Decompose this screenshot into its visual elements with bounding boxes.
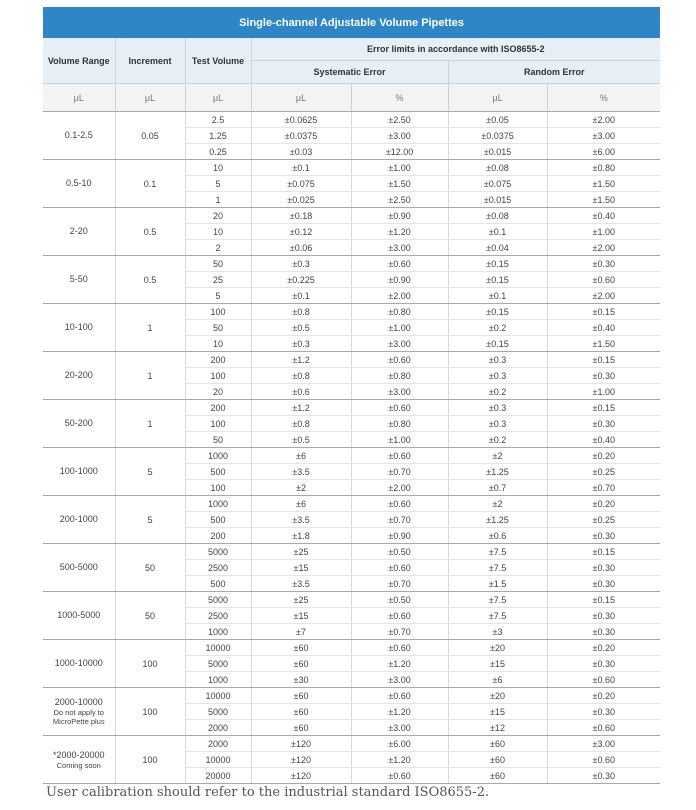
random-error-pct-cell: ±0.40 bbox=[547, 320, 660, 336]
systematic-error-ul-cell: ±0.1 bbox=[251, 288, 351, 304]
volume-range-label: 100-1000 bbox=[59, 466, 98, 476]
table-row bbox=[43, 688, 660, 704]
random-error-pct-cell: ±0.40 bbox=[547, 208, 660, 224]
systematic-error-pct-cell: ±0.60 bbox=[351, 496, 448, 512]
systematic-error-pct-cell: ±0.70 bbox=[351, 464, 448, 480]
random-error-pct-cell: ±0.20 bbox=[547, 448, 660, 464]
test-volume-cell: 50 bbox=[185, 432, 251, 448]
systematic-error-pct-cell: ±0.90 bbox=[351, 528, 448, 544]
systematic-error-pct-cell: ±0.60 bbox=[351, 448, 448, 464]
random-error-pct-cell: ±0.30 bbox=[547, 368, 660, 384]
random-error-ul-cell: ±0.15 bbox=[448, 304, 547, 320]
systematic-error-ul-cell: ±0.3 bbox=[251, 336, 351, 352]
volume-range-cell bbox=[43, 160, 115, 208]
random-error-pct-cell: ±0.60 bbox=[547, 272, 660, 288]
increment-cell: 5 bbox=[115, 448, 185, 496]
test-volume-cell: 0.25 bbox=[185, 144, 251, 160]
systematic-error-ul-cell: ±120 bbox=[251, 752, 351, 768]
random-error-ul-cell: ±0.0375 bbox=[448, 128, 547, 144]
unit-cell: μL bbox=[115, 84, 185, 112]
test-volume-cell: 2.5 bbox=[185, 112, 251, 128]
systematic-error-ul-cell: ±30 bbox=[251, 672, 351, 688]
systematic-error-pct-cell: ±3.00 bbox=[351, 384, 448, 400]
random-error-ul-cell: ±7.5 bbox=[448, 544, 547, 560]
random-error-ul-cell: ±0.3 bbox=[448, 400, 547, 416]
header-increment: Increment bbox=[115, 38, 185, 84]
random-error-pct-cell: ±0.20 bbox=[547, 688, 660, 704]
systematic-error-pct-cell: ±0.80 bbox=[351, 304, 448, 320]
increment-cell: 1 bbox=[115, 400, 185, 448]
random-error-pct-cell: ±3.00 bbox=[547, 128, 660, 144]
header-error-limits: Error limits in accordance with ISO8655-2 bbox=[251, 38, 660, 61]
random-error-pct-cell: ±0.30 bbox=[547, 256, 660, 272]
systematic-error-ul-cell: ±0.03 bbox=[251, 144, 351, 160]
test-volume-cell: 100 bbox=[185, 416, 251, 432]
test-volume-cell: 10 bbox=[185, 160, 251, 176]
systematic-error-ul-cell: ±60 bbox=[251, 704, 351, 720]
systematic-error-ul-cell: ±60 bbox=[251, 640, 351, 656]
systematic-error-ul-cell: ±0.225 bbox=[251, 272, 351, 288]
random-error-pct-cell: ±1.00 bbox=[547, 224, 660, 240]
systematic-error-pct-cell: ±0.60 bbox=[351, 768, 448, 784]
random-error-pct-cell: ±0.70 bbox=[547, 480, 660, 496]
test-volume-cell: 5000 bbox=[185, 704, 251, 720]
volume-range-cell bbox=[43, 592, 115, 640]
table-row bbox=[43, 304, 660, 320]
random-error-ul-cell: ±0.15 bbox=[448, 272, 547, 288]
systematic-error-ul-cell: ±1.2 bbox=[251, 400, 351, 416]
table-row bbox=[43, 448, 660, 464]
random-error-ul-cell: ±0.3 bbox=[448, 352, 547, 368]
table-title: Single-channel Adjustable Volume Pipettes bbox=[43, 7, 660, 38]
random-error-pct-cell: ±0.15 bbox=[547, 304, 660, 320]
test-volume-cell: 500 bbox=[185, 512, 251, 528]
test-volume-cell: 50 bbox=[185, 320, 251, 336]
random-error-ul-cell: ±0.2 bbox=[448, 320, 547, 336]
random-error-pct-cell: ±1.50 bbox=[547, 336, 660, 352]
increment-cell: 0.05 bbox=[115, 112, 185, 160]
test-volume-cell: 1.25 bbox=[185, 128, 251, 144]
systematic-error-pct-cell: ±1.20 bbox=[351, 752, 448, 768]
systematic-error-ul-cell: ±0.12 bbox=[251, 224, 351, 240]
systematic-error-ul-cell: ±1.2 bbox=[251, 352, 351, 368]
footer-note: User calibration should refer to the industrial standard ISO8655-2. bbox=[46, 785, 490, 800]
random-error-ul-cell: ±0.15 bbox=[448, 336, 547, 352]
test-volume-cell: 5000 bbox=[185, 656, 251, 672]
volume-range-label: 10-100 bbox=[64, 322, 93, 332]
random-error-pct-cell: ±0.15 bbox=[547, 400, 660, 416]
systematic-error-pct-cell: ±0.60 bbox=[351, 560, 448, 576]
unit-cell: % bbox=[351, 84, 448, 112]
volume-range-cell bbox=[43, 736, 115, 784]
unit-cell: μL bbox=[448, 84, 547, 112]
test-volume-cell: 25 bbox=[185, 272, 251, 288]
test-volume-cell: 5 bbox=[185, 176, 251, 192]
volume-range-note: Do not apply to MicroPette plus bbox=[52, 708, 105, 726]
random-error-pct-cell: ±3.00 bbox=[547, 736, 660, 752]
test-volume-cell: 100 bbox=[185, 304, 251, 320]
systematic-error-pct-cell: ±0.60 bbox=[351, 640, 448, 656]
table-row bbox=[43, 496, 660, 512]
systematic-error-pct-cell: ±1.00 bbox=[351, 320, 448, 336]
random-error-pct-cell: ±6.00 bbox=[547, 144, 660, 160]
table-row bbox=[43, 208, 660, 224]
systematic-error-ul-cell: ±6 bbox=[251, 496, 351, 512]
systematic-error-ul-cell: ±0.8 bbox=[251, 368, 351, 384]
systematic-error-ul-cell: ±0.025 bbox=[251, 192, 351, 208]
systematic-error-ul-cell: ±60 bbox=[251, 720, 351, 736]
test-volume-cell: 10000 bbox=[185, 640, 251, 656]
test-volume-cell: 2000 bbox=[185, 720, 251, 736]
systematic-error-pct-cell: ±1.20 bbox=[351, 656, 448, 672]
volume-range-cell bbox=[43, 544, 115, 592]
test-volume-cell: 1000 bbox=[185, 672, 251, 688]
random-error-pct-cell: ±0.60 bbox=[547, 720, 660, 736]
random-error-pct-cell: ±0.80 bbox=[547, 160, 660, 176]
increment-cell: 100 bbox=[115, 640, 185, 688]
systematic-error-ul-cell: ±0.5 bbox=[251, 320, 351, 336]
systematic-error-ul-cell: ±1.8 bbox=[251, 528, 351, 544]
systematic-error-pct-cell: ±1.20 bbox=[351, 704, 448, 720]
random-error-ul-cell: ±0.08 bbox=[448, 208, 547, 224]
random-error-pct-cell: ±1.50 bbox=[547, 176, 660, 192]
random-error-pct-cell: ±0.25 bbox=[547, 464, 660, 480]
systematic-error-ul-cell: ±15 bbox=[251, 608, 351, 624]
random-error-ul-cell: ±1.25 bbox=[448, 512, 547, 528]
increment-cell: 100 bbox=[115, 736, 185, 784]
systematic-error-ul-cell: ±3.5 bbox=[251, 512, 351, 528]
random-error-pct-cell: ±0.60 bbox=[547, 672, 660, 688]
random-error-ul-cell: ±1.5 bbox=[448, 576, 547, 592]
test-volume-cell: 200 bbox=[185, 400, 251, 416]
systematic-error-ul-cell: ±0.0375 bbox=[251, 128, 351, 144]
random-error-ul-cell: ±2 bbox=[448, 448, 547, 464]
systematic-error-ul-cell: ±60 bbox=[251, 656, 351, 672]
random-error-ul-cell: ±0.6 bbox=[448, 528, 547, 544]
random-error-ul-cell: ±20 bbox=[448, 640, 547, 656]
systematic-error-pct-cell: ±0.90 bbox=[351, 208, 448, 224]
test-volume-cell: 1000 bbox=[185, 448, 251, 464]
volume-range-label: 20-200 bbox=[64, 370, 93, 380]
systematic-error-pct-cell: ±2.00 bbox=[351, 480, 448, 496]
systematic-error-ul-cell: ±0.6 bbox=[251, 384, 351, 400]
systematic-error-ul-cell: ±120 bbox=[251, 736, 351, 752]
table-row bbox=[43, 736, 660, 752]
unit-cell: μL bbox=[251, 84, 351, 112]
random-error-ul-cell: ±7.5 bbox=[448, 560, 547, 576]
systematic-error-pct-cell: ±1.50 bbox=[351, 176, 448, 192]
table-row bbox=[43, 256, 660, 272]
volume-range-cell bbox=[43, 352, 115, 400]
volume-range-cell bbox=[43, 112, 115, 160]
systematic-error-ul-cell: ±2 bbox=[251, 480, 351, 496]
systematic-error-ul-cell: ±0.1 bbox=[251, 160, 351, 176]
volume-range-cell bbox=[43, 448, 115, 496]
volume-range-label: 5-50 bbox=[69, 274, 88, 284]
test-volume-cell: 2000 bbox=[185, 736, 251, 752]
random-error-pct-cell: ±2.00 bbox=[547, 288, 660, 304]
random-error-pct-cell: ±0.30 bbox=[547, 768, 660, 784]
systematic-error-ul-cell: ±0.3 bbox=[251, 256, 351, 272]
random-error-ul-cell: ±3 bbox=[448, 624, 547, 640]
random-error-ul-cell: ±6 bbox=[448, 672, 547, 688]
volume-range-label: 50-200 bbox=[64, 418, 93, 428]
test-volume-cell: 10 bbox=[185, 224, 251, 240]
test-volume-cell: 50 bbox=[185, 256, 251, 272]
random-error-ul-cell: ±60 bbox=[448, 736, 547, 752]
increment-cell: 100 bbox=[115, 688, 185, 736]
increment-cell: 0.5 bbox=[115, 208, 185, 256]
increment-cell: 50 bbox=[115, 592, 185, 640]
random-error-pct-cell: ±2.00 bbox=[547, 112, 660, 128]
random-error-ul-cell: ±0.7 bbox=[448, 480, 547, 496]
systematic-error-pct-cell: ±2.00 bbox=[351, 288, 448, 304]
table-row bbox=[43, 400, 660, 416]
table-row bbox=[43, 112, 660, 128]
header-volume-range: Volume Range bbox=[43, 38, 115, 84]
volume-range-cell bbox=[43, 400, 115, 448]
systematic-error-pct-cell: ±0.60 bbox=[351, 608, 448, 624]
random-error-pct-cell: ±0.15 bbox=[547, 592, 660, 608]
increment-cell: 1 bbox=[115, 304, 185, 352]
random-error-ul-cell: ±15 bbox=[448, 656, 547, 672]
systematic-error-ul-cell: ±25 bbox=[251, 544, 351, 560]
systematic-error-ul-cell: ±60 bbox=[251, 688, 351, 704]
systematic-error-pct-cell: ±1.20 bbox=[351, 224, 448, 240]
test-volume-cell: 10 bbox=[185, 336, 251, 352]
random-error-ul-cell: ±0.05 bbox=[448, 112, 547, 128]
volume-range-cell bbox=[43, 640, 115, 688]
systematic-error-pct-cell: ±3.00 bbox=[351, 672, 448, 688]
systematic-error-pct-cell: ±0.50 bbox=[351, 592, 448, 608]
increment-cell: 0.1 bbox=[115, 160, 185, 208]
systematic-error-pct-cell: ±1.00 bbox=[351, 160, 448, 176]
header-test-volume: Test Volume bbox=[185, 38, 251, 84]
random-error-pct-cell: ±0.15 bbox=[547, 544, 660, 560]
systematic-error-ul-cell: ±7 bbox=[251, 624, 351, 640]
volume-range-cell bbox=[43, 256, 115, 304]
systematic-error-pct-cell: ±0.80 bbox=[351, 368, 448, 384]
test-volume-cell: 2500 bbox=[185, 560, 251, 576]
systematic-error-pct-cell: ±2.50 bbox=[351, 192, 448, 208]
test-volume-cell: 2 bbox=[185, 240, 251, 256]
volume-range-cell bbox=[43, 208, 115, 256]
systematic-error-ul-cell: ±120 bbox=[251, 768, 351, 784]
random-error-ul-cell: ±0.15 bbox=[448, 256, 547, 272]
random-error-pct-cell: ±0.40 bbox=[547, 432, 660, 448]
random-error-pct-cell: ±0.30 bbox=[547, 576, 660, 592]
test-volume-cell: 5 bbox=[185, 288, 251, 304]
random-error-pct-cell: ±0.30 bbox=[547, 416, 660, 432]
test-volume-cell: 200 bbox=[185, 352, 251, 368]
test-volume-cell: 100 bbox=[185, 368, 251, 384]
volume-range-label: 500-5000 bbox=[59, 562, 98, 572]
increment-cell: 5 bbox=[115, 496, 185, 544]
random-error-ul-cell: ±0.015 bbox=[448, 192, 547, 208]
random-error-pct-cell: ±0.30 bbox=[547, 656, 660, 672]
random-error-ul-cell: ±0.3 bbox=[448, 416, 547, 432]
header-systematic-error: Systematic Error bbox=[251, 61, 448, 84]
unit-cell: % bbox=[547, 84, 660, 112]
increment-cell: 0.5 bbox=[115, 256, 185, 304]
pipette-spec-table bbox=[43, 7, 660, 784]
systematic-error-pct-cell: ±12.00 bbox=[351, 144, 448, 160]
systematic-error-pct-cell: ±0.80 bbox=[351, 416, 448, 432]
test-volume-cell: 100 bbox=[185, 480, 251, 496]
random-error-ul-cell: ±60 bbox=[448, 768, 547, 784]
random-error-ul-cell: ±0.04 bbox=[448, 240, 547, 256]
increment-cell: 1 bbox=[115, 352, 185, 400]
random-error-ul-cell: ±0.2 bbox=[448, 384, 547, 400]
unit-cell: μL bbox=[185, 84, 251, 112]
test-volume-cell: 2500 bbox=[185, 608, 251, 624]
test-volume-cell: 1000 bbox=[185, 624, 251, 640]
random-error-ul-cell: ±2 bbox=[448, 496, 547, 512]
table-row bbox=[43, 592, 660, 608]
table-body bbox=[43, 112, 660, 784]
volume-range-label: *2000-20000 bbox=[52, 749, 105, 760]
random-error-ul-cell: ±7.5 bbox=[448, 608, 547, 624]
random-error-ul-cell: ±0.075 bbox=[448, 176, 547, 192]
volume-range-label: 200-1000 bbox=[59, 514, 98, 524]
test-volume-cell: 20000 bbox=[185, 768, 251, 784]
random-error-ul-cell: ±0.1 bbox=[448, 224, 547, 240]
systematic-error-pct-cell: ±0.70 bbox=[351, 624, 448, 640]
random-error-pct-cell: ±0.20 bbox=[547, 496, 660, 512]
random-error-ul-cell: ±0.2 bbox=[448, 432, 547, 448]
volume-range-label: 2-20 bbox=[69, 226, 88, 236]
systematic-error-ul-cell: ±15 bbox=[251, 560, 351, 576]
table-row bbox=[43, 544, 660, 560]
table-row bbox=[43, 352, 660, 368]
volume-range-note: Coming soon bbox=[56, 760, 101, 770]
increment-cell: 50 bbox=[115, 544, 185, 592]
random-error-pct-cell: ±1.00 bbox=[547, 384, 660, 400]
test-volume-cell: 500 bbox=[185, 576, 251, 592]
random-error-ul-cell: ±60 bbox=[448, 752, 547, 768]
random-error-ul-cell: ±12 bbox=[448, 720, 547, 736]
random-error-ul-cell: ±0.08 bbox=[448, 160, 547, 176]
systematic-error-pct-cell: ±3.00 bbox=[351, 240, 448, 256]
volume-range-label: 1000-5000 bbox=[57, 610, 101, 620]
table-row bbox=[43, 640, 660, 656]
random-error-pct-cell: ±0.30 bbox=[547, 704, 660, 720]
random-error-ul-cell: ±0.3 bbox=[448, 368, 547, 384]
random-error-pct-cell: ±0.30 bbox=[547, 624, 660, 640]
volume-range-cell bbox=[43, 496, 115, 544]
random-error-pct-cell: ±0.25 bbox=[547, 512, 660, 528]
systematic-error-pct-cell: ±0.60 bbox=[351, 256, 448, 272]
unit-row bbox=[43, 84, 660, 112]
test-volume-cell: 5000 bbox=[185, 544, 251, 560]
volume-range-cell bbox=[43, 304, 115, 352]
systematic-error-ul-cell: ±6 bbox=[251, 448, 351, 464]
test-volume-cell: 10000 bbox=[185, 752, 251, 768]
systematic-error-ul-cell: ±0.5 bbox=[251, 432, 351, 448]
systematic-error-pct-cell: ±6.00 bbox=[351, 736, 448, 752]
systematic-error-pct-cell: ±3.00 bbox=[351, 720, 448, 736]
systematic-error-ul-cell: ±0.8 bbox=[251, 304, 351, 320]
random-error-ul-cell: ±15 bbox=[448, 704, 547, 720]
random-error-pct-cell: ±0.15 bbox=[547, 352, 660, 368]
test-volume-cell: 1 bbox=[185, 192, 251, 208]
random-error-pct-cell: ±0.30 bbox=[547, 608, 660, 624]
random-error-pct-cell: ±0.30 bbox=[547, 560, 660, 576]
random-error-pct-cell: ±0.30 bbox=[547, 528, 660, 544]
header-random-error: Random Error bbox=[448, 61, 660, 84]
test-volume-cell: 20 bbox=[185, 208, 251, 224]
test-volume-cell: 5000 bbox=[185, 592, 251, 608]
systematic-error-pct-cell: ±0.90 bbox=[351, 272, 448, 288]
random-error-ul-cell: ±0.1 bbox=[448, 288, 547, 304]
random-error-pct-cell: ±2.00 bbox=[547, 240, 660, 256]
random-error-ul-cell: ±0.015 bbox=[448, 144, 547, 160]
systematic-error-ul-cell: ±0.8 bbox=[251, 416, 351, 432]
test-volume-cell: 20 bbox=[185, 384, 251, 400]
random-error-pct-cell: ±0.60 bbox=[547, 752, 660, 768]
volume-range-label: 0.1-2.5 bbox=[64, 130, 93, 140]
systematic-error-ul-cell: ±0.18 bbox=[251, 208, 351, 224]
systematic-error-pct-cell: ±0.50 bbox=[351, 544, 448, 560]
systematic-error-pct-cell: ±2.50 bbox=[351, 112, 448, 128]
systematic-error-ul-cell: ±0.0625 bbox=[251, 112, 351, 128]
systematic-error-ul-cell: ±0.06 bbox=[251, 240, 351, 256]
volume-range-label: 0.5-10 bbox=[65, 178, 92, 188]
unit-cell: μL bbox=[43, 84, 115, 112]
random-error-pct-cell: ±0.20 bbox=[547, 640, 660, 656]
test-volume-cell: 10000 bbox=[185, 688, 251, 704]
systematic-error-pct-cell: ±3.00 bbox=[351, 128, 448, 144]
random-error-pct-cell: ±1.50 bbox=[547, 192, 660, 208]
table-row bbox=[43, 160, 660, 176]
systematic-error-pct-cell: ±3.00 bbox=[351, 336, 448, 352]
systematic-error-ul-cell: ±3.5 bbox=[251, 576, 351, 592]
volume-range-cell bbox=[43, 688, 115, 736]
systematic-error-pct-cell: ±0.60 bbox=[351, 688, 448, 704]
random-error-ul-cell: ±1.25 bbox=[448, 464, 547, 480]
systematic-error-pct-cell: ±0.60 bbox=[351, 352, 448, 368]
systematic-error-pct-cell: ±0.60 bbox=[351, 400, 448, 416]
systematic-error-ul-cell: ±25 bbox=[251, 592, 351, 608]
volume-range-label: 1000-10000 bbox=[54, 658, 103, 668]
systematic-error-pct-cell: ±0.70 bbox=[351, 576, 448, 592]
systematic-error-pct-cell: ±1.00 bbox=[351, 432, 448, 448]
test-volume-cell: 1000 bbox=[185, 496, 251, 512]
random-error-ul-cell: ±20 bbox=[448, 688, 547, 704]
systematic-error-pct-cell: ±0.70 bbox=[351, 512, 448, 528]
test-volume-cell: 500 bbox=[185, 464, 251, 480]
systematic-error-ul-cell: ±3.5 bbox=[251, 464, 351, 480]
volume-range-label: 2000-10000 bbox=[54, 697, 103, 707]
test-volume-cell: 200 bbox=[185, 528, 251, 544]
systematic-error-ul-cell: ±0.075 bbox=[251, 176, 351, 192]
random-error-ul-cell: ±7.5 bbox=[448, 592, 547, 608]
